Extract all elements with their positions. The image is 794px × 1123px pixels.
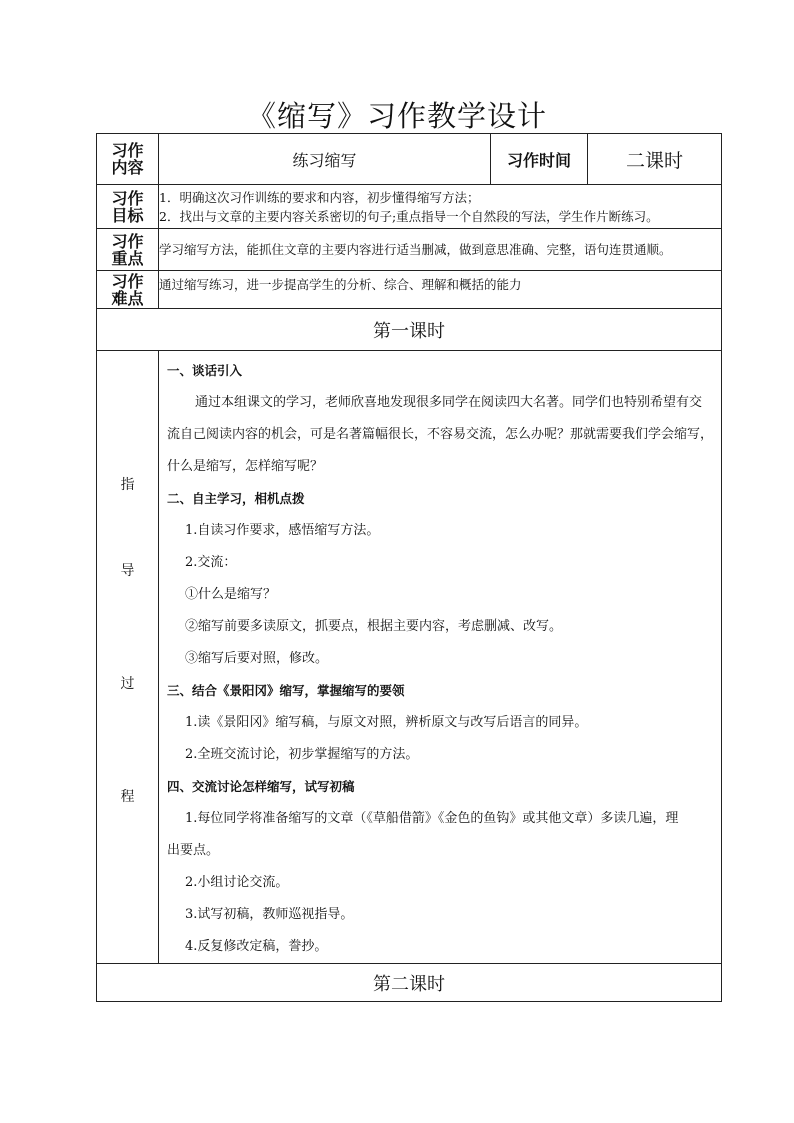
key-row xyxy=(97,229,722,271)
difficulty-text: 通过缩写练习，进一步提高学生的分析、综合、理解和概括的能力 xyxy=(159,271,722,309)
paragraph: 1.自读习作要求，感悟缩写方法。 xyxy=(185,523,380,538)
process-content xyxy=(159,351,722,964)
goal-text: 1．明确这次习作训练的要求和内容，初步懂得缩写方法； 2．找出与文章的主要内容关系密切的句子;重点指导一个自然段的写法，学生作片断练习。 xyxy=(159,185,722,229)
paragraph: ②缩写前要多读原文，抓要点，根据主要内容，考虑删减、改写。 xyxy=(185,619,563,634)
content-row xyxy=(97,134,722,185)
paragraph: ③缩写后要对照，修改。 xyxy=(185,651,329,666)
lesson-2-row xyxy=(97,964,722,1002)
paragraph: 2.交流： xyxy=(185,555,237,570)
section-heading: 二、自主学习，相机点拨 xyxy=(167,491,305,506)
lesson-2-title: 第二课时 xyxy=(97,964,722,1002)
content-value: 练习缩写 xyxy=(159,134,491,185)
lesson-1-title: 第一课时 xyxy=(97,309,722,351)
key-text: 学习缩写方法，能抓住文章的主要内容进行适当删减，做到意思准确、完整，语句连贯通顺。 xyxy=(159,229,722,271)
section-heading: 三、结合《景阳冈》缩写，掌握缩写的要领 xyxy=(167,683,405,698)
paragraph: 通过本组课文的学习，老师欣喜地发现很多同学在阅读四大名著。同学们也特别希望有交 xyxy=(195,395,703,410)
lesson-plan-table xyxy=(96,133,722,1002)
paragraph: 什么是缩写，怎样缩写呢？ xyxy=(167,459,324,474)
goal-label: 习作 目标 xyxy=(97,185,159,229)
difficulty-label: 习作 难点 xyxy=(97,271,159,309)
content-label: 习作 内容 xyxy=(97,134,159,185)
lesson-1-row xyxy=(97,309,722,351)
document-title: 《缩写》习作教学设计 xyxy=(246,99,547,133)
difficulty-row xyxy=(97,271,722,309)
goal-row xyxy=(97,185,722,229)
time-label: 习作时间 xyxy=(491,134,588,185)
time-value: 二课时 xyxy=(588,134,722,185)
paragraph: 4.反复修改定稿，誊抄。 xyxy=(185,939,328,954)
paragraph: 2.全班交流讨论，初步掌握缩写的方法。 xyxy=(185,747,419,762)
section-heading: 一、谈话引入 xyxy=(167,363,243,378)
process-row xyxy=(97,351,722,964)
paragraph: 3.试写初稿，教师巡视指导。 xyxy=(185,907,354,922)
key-label: 习作 重点 xyxy=(97,229,159,271)
paragraph: 出要点。 xyxy=(167,843,220,858)
section-heading: 四、交流讨论怎样缩写，试写初稿 xyxy=(167,779,355,794)
paragraph: ①什么是缩写？ xyxy=(185,587,277,602)
paragraph: 1.每位同学将准备缩写的文章（《草船借箭》《金色的鱼钩》或其他文章）多读几遍，理 xyxy=(185,811,679,826)
paragraph: 1.读《景阳冈》缩写稿，与原文对照，辨析原文与改写后语言的同异。 xyxy=(185,715,588,730)
paragraph: 流自己阅读内容的机会，可是名著篇幅很长，不容易交流，怎么办呢？那就需要我们学会缩写， xyxy=(167,427,714,442)
paragraph: 2.小组讨论交流。 xyxy=(185,875,289,890)
process-side-label: 指 导 过 程 xyxy=(97,351,159,964)
